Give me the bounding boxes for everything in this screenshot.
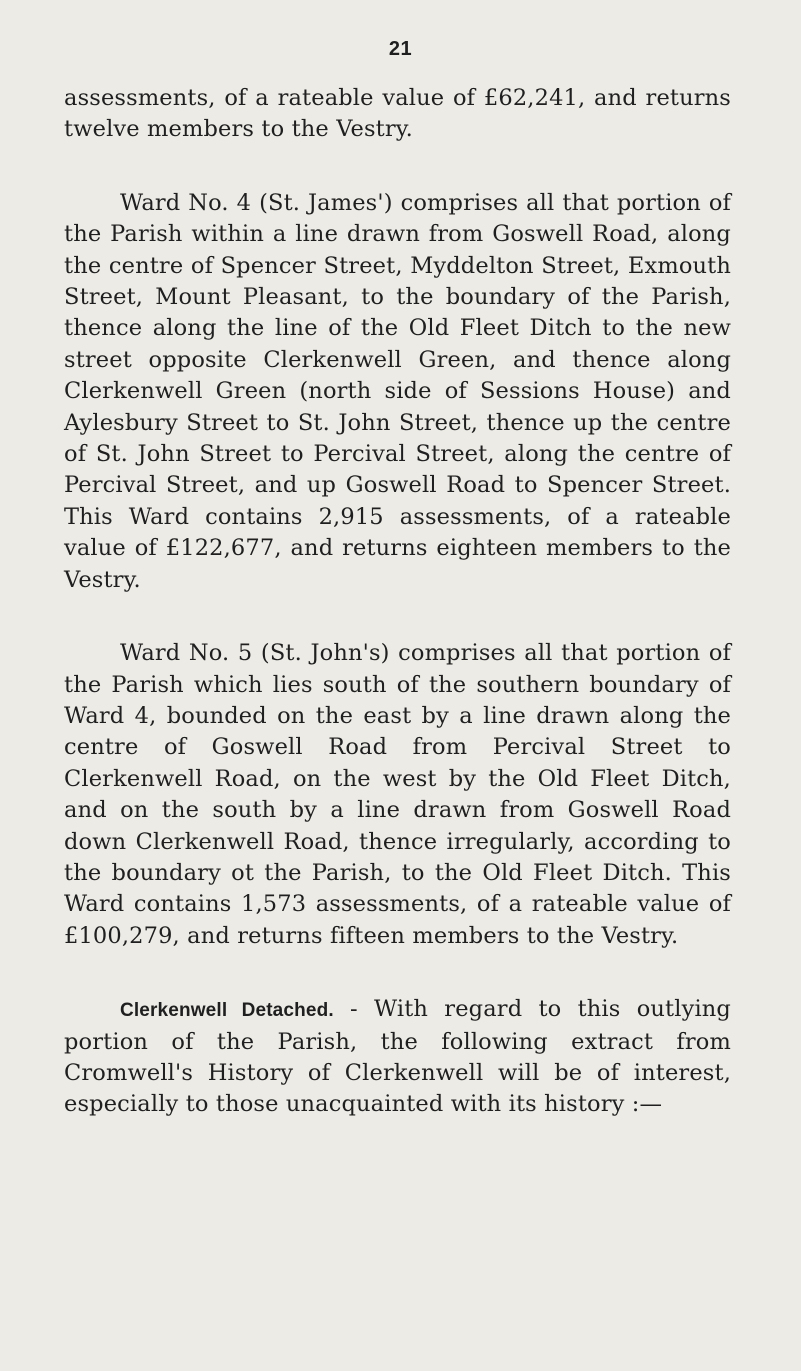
- page-number: 21: [388, 38, 413, 60]
- paragraph-ward-5: Ward No. 5 (St. John's) comprises all that portion of the Parish which lies south of the southern boundary of Ward 4, bounded on the east by a line drawn along the centre of Goswell Road from Percival Street to Clerkenwell Road, on the west by the Old Fleet Ditch, and on the south by a line drawn from Goswell Road down Clerkenwell Road, thence irregularly, according to the boundary ot the Parish, to the Old Fleet Ditch. This Ward contains 1,573 assessments, of a rateable value of £100,279, and returns fifteen members to the Vestry.: [64, 640, 731, 949]
- run-in-heading: Clerkenwell Detached.: [120, 1000, 334, 1022]
- paragraph-clerkenwell-detached-text: - With regard to this outlying portion of the Parish, the following extract from Cromwell's History of Clerkenwell will be of interest, especially to those unacquainted with its history :—: [64, 996, 731, 1118]
- paragraph-continuation: assessments, of a rateable value of £62,241, and returns twelve members to the Vestry.: [64, 85, 731, 143]
- paragraph-clerkenwell-detached: [64, 994, 731, 1121]
- paragraph-ward-4: Ward No. 4 (St. James') comprises all that portion of the Parish within a line drawn from Goswell Road, along the centre of Spencer Street, Myddelton Street, Exmouth Street, Mount Pleasant, to the boundary of the Parish, thence along the line of the Old Fleet Ditch to the new street opposite Clerkenwell Green, and thence along Clerkenwell Green (north side of Sessions House) and Aylesbury Street to St. John Street, thence up the centre of St. John Street to Percival Street, along the centre of Percival Street, and up Goswell Road to Spencer Street. This Ward contains 2,915 assessments, of a rateable value of £122,677, and returns eighteen members to the Vestry.: [64, 189, 731, 593]
